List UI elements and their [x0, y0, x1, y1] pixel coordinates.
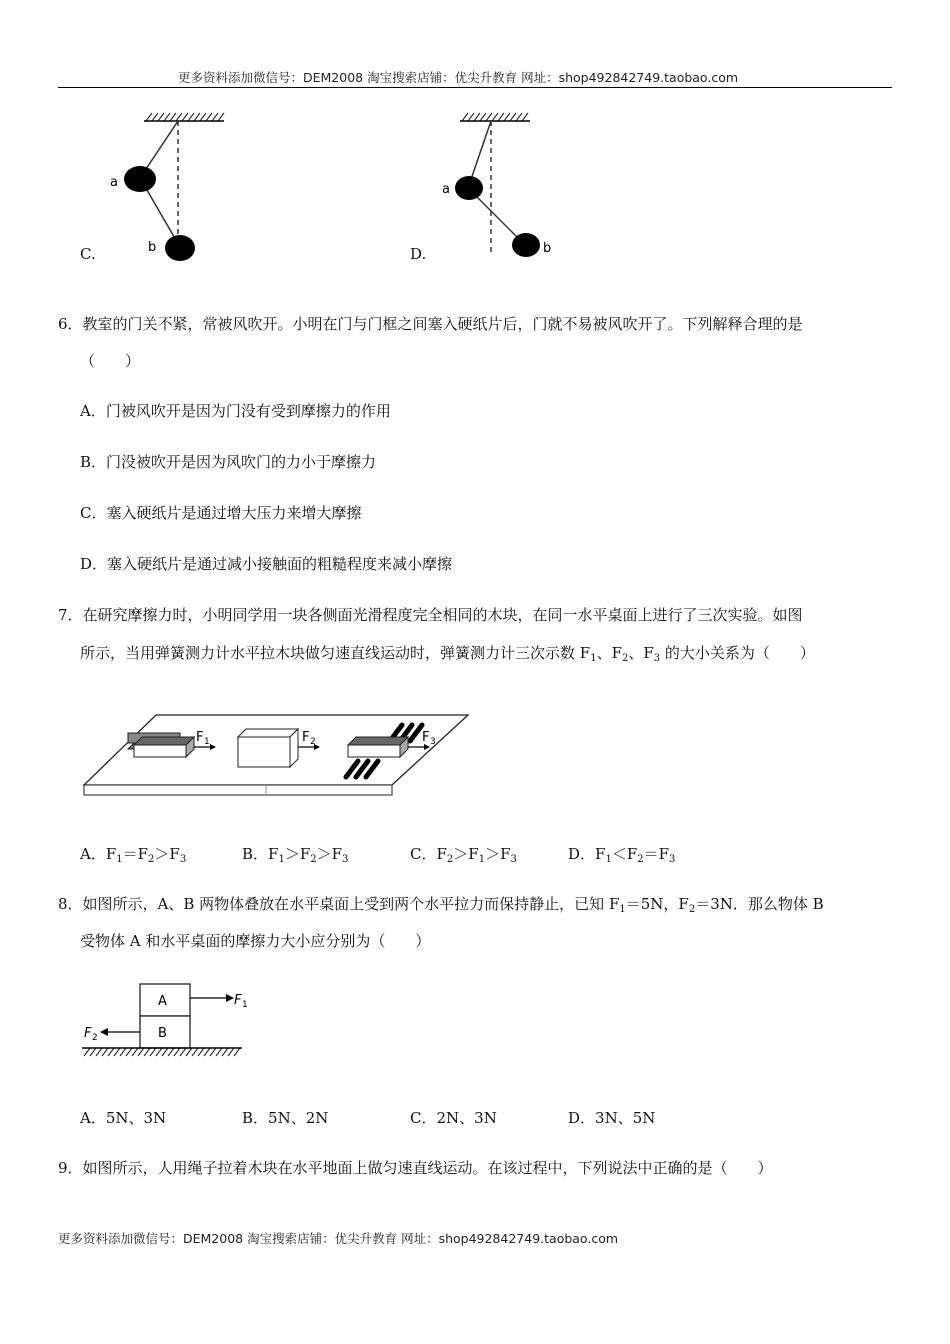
- question-7-stem-line2: 所示，当用弹簧测力计水平拉木块做匀速直线运动时，弹簧测力计三次示数 $F_1$、$F_2$、$F_3$ 的大小关系为（ ）: [80, 644, 815, 664]
- friction-experiment-figure: [80, 705, 480, 800]
- ball-b: [512, 233, 540, 257]
- page-footer: 更多资料添加微信号：DEM2008 淘宝搜索店铺：优尖升教育 网址：shop492842749.taobao.com: [58, 1231, 619, 1246]
- svg-text:2: 2: [92, 1033, 98, 1043]
- q8-option-d[interactable]: D．3N、5N: [568, 1109, 656, 1127]
- ball-a: [455, 176, 483, 200]
- svg-text:3: 3: [430, 737, 436, 747]
- question-9-stem: 9．如图所示，人用绳子拉着木块在水平地面上做匀速直线运动。在该过程中，下列说法中正确的是（ ）: [58, 1159, 773, 1177]
- option-d-label: D.: [410, 245, 427, 263]
- q7-option-d[interactable]: D．$F_1<F_2=F_3$: [568, 845, 676, 865]
- question-8-stem-line2: 受物体 A 和水平桌面的摩擦力大小应分别为（ ）: [80, 932, 431, 950]
- q7-option-b[interactable]: B．$F_1>F_2>F_3$: [242, 845, 349, 865]
- q8-option-b[interactable]: B．5N、2N: [242, 1109, 329, 1127]
- stacked-blocks-figure: [80, 980, 250, 1065]
- block-b-label: B: [158, 1026, 167, 1041]
- question-6-bracket: （ ）: [80, 352, 141, 370]
- ball-a: [124, 166, 156, 192]
- svg-text:1: 1: [242, 1000, 248, 1010]
- label-a: a: [110, 175, 118, 190]
- header-divider: [58, 87, 892, 88]
- ball-b: [165, 235, 195, 261]
- q6-option-d[interactable]: D．塞入硬纸片是通过减小接触面的粗糙程度来减小摩擦: [80, 555, 453, 573]
- q7-option-a[interactable]: A．$F_1=F_2>F_3$: [80, 845, 187, 865]
- label-a: a: [442, 182, 450, 197]
- svg-text:F: F: [234, 993, 242, 1008]
- pendulum-figure-d: [430, 105, 600, 265]
- q8-option-c[interactable]: C．2N、3N: [410, 1109, 497, 1127]
- svg-text:2: 2: [310, 737, 316, 747]
- block-a-label: A: [158, 994, 167, 1009]
- q6-option-a[interactable]: A．门被风吹开是因为门没有受到摩擦力的作用: [80, 402, 391, 420]
- q6-option-b[interactable]: B．门没被吹开是因为风吹门的力小于摩擦力: [80, 453, 377, 471]
- question-6-stem: 6．教室的门关不紧，常被风吹开。小明在门与门框之间塞入硬纸片后，门就不易被风吹开了。下列解释合理的是: [58, 315, 803, 333]
- question-8-stem: 8．如图所示，A、B 两物体叠放在水平桌面上受到两个水平拉力而保持静止，已知 $F_1=5N$，$F_2=3N$．那么物体 B: [58, 895, 824, 915]
- svg-text:1: 1: [204, 737, 210, 747]
- question-7-stem: 7．在研究摩擦力时，小明同学用一块各侧面光滑程度完全相同的木块，在同一水平桌面上进行了三次实验。如图: [58, 606, 803, 624]
- q6-option-c[interactable]: C．塞入硬纸片是通过增大压力来增大摩擦: [80, 504, 362, 522]
- q7-option-c[interactable]: C．$F_2>F_1>F_3$: [410, 845, 517, 865]
- label-b: b: [148, 240, 157, 255]
- label-b: b: [543, 241, 552, 256]
- svg-text:F: F: [302, 730, 310, 745]
- q8-option-a[interactable]: A．5N、3N: [80, 1109, 167, 1127]
- pendulum-figure-c: [80, 105, 250, 265]
- svg-text:F: F: [84, 1026, 92, 1041]
- svg-text:F: F: [196, 730, 204, 745]
- page-header: 更多资料添加微信号：DEM2008 淘宝搜索店铺：优尖升教育 网址：shop492842749.taobao.com: [178, 70, 739, 85]
- svg-text:F: F: [422, 730, 430, 745]
- option-c-label: C.: [80, 245, 96, 263]
